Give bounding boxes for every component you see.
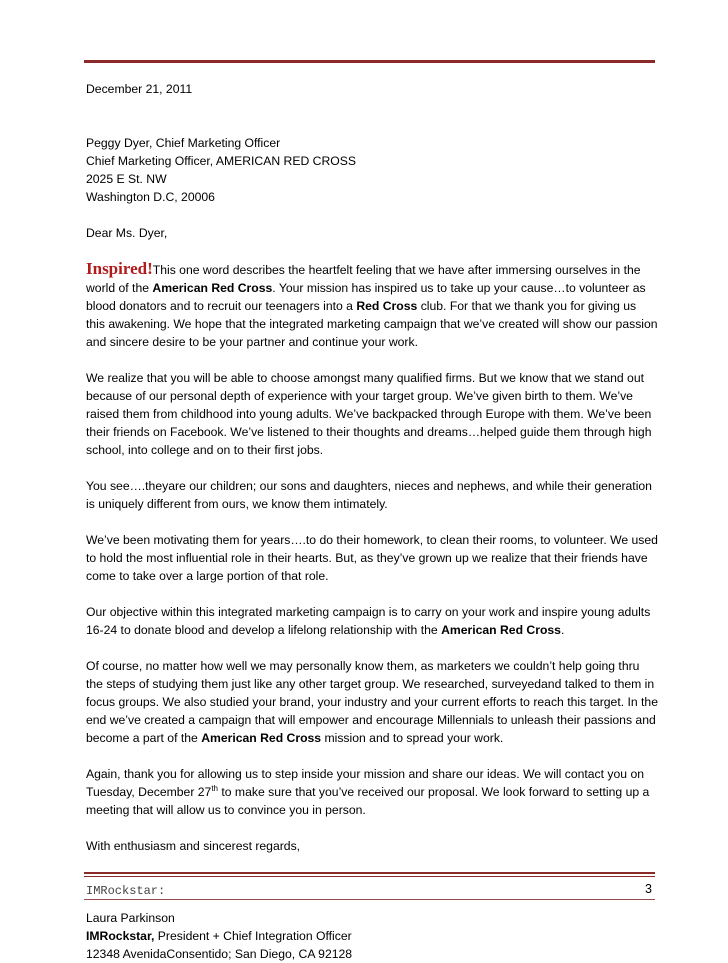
signer-title: IMRockstar, President + Chief Integration Officer [86, 929, 352, 943]
paragraph-objective: Our objective within this integrated marketing campaign is to carry on your work and inspire young adults 16-24 to donate blood and develop a lifelong relationship with the American Red Cross. [86, 605, 651, 637]
brand-name: American Red Cross [441, 623, 561, 637]
paragraph-intro: Inspired!This one word describes the heartfelt feeling that we have after immersing ourselves in the world of the American Red Cross. Your mission has inspired us to take up your cause…to volunteer as blood donators and to recruit our teenagers into a Red Cross club. For that we thank you for giving us this awakening. We hope that the integrated marketing campaign that we’ve created will show our passion and sincere desire to be your partner and continue your work. [86, 259, 658, 349]
recipient-line: 2025 E St. NW [86, 172, 167, 186]
paragraph-thanks: Again, thank you for allowing us to step inside your mission and share our ideas. We will contact you on Tuesday, December 27th to make sure that you’ve received our proposal. We look forward to setting up a meeting that will allow us to convince you in person. [86, 767, 650, 817]
brand-name: American Red Cross [152, 281, 273, 295]
brand-name: American Red Cross [201, 731, 322, 745]
paragraph-children: You see….theyare our children; our sons and daughters, nieces and nephews, and while their generation is uniquely different from ours, we know them intimately. [86, 479, 652, 511]
footer-bottom-rule [84, 899, 655, 900]
recipient-block [86, 134, 658, 206]
header-rule [84, 60, 655, 63]
signer-address: 12348 AvenidaConsentido; San Diego, CA 92128 [86, 947, 353, 961]
footer-rule [84, 876, 655, 877]
footer-label: IMRockstar: [86, 884, 166, 898]
signature-block [86, 909, 658, 963]
page-number: 3 [645, 882, 652, 896]
salutation: Dear Ms. Dyer, [86, 226, 168, 240]
letter-date: December 21, 2011 [86, 82, 193, 96]
recipient-line: Chief Marketing Officer, AMERICAN RED CROSS [86, 154, 357, 168]
company-name: IMRockstar, [86, 929, 155, 943]
paragraph-motivating: We’ve been motivating them for years….to do their homework, to clean their rooms, to volunteer. We used to hold the most influential role in their hearts. But, as they’ve grown up we realize that their friends have come to take over a large portion of that role. [86, 533, 658, 583]
footer-rule [84, 872, 655, 874]
closing: With enthusiasm and sincerest regards, [86, 839, 301, 853]
paragraph-research: Of course, no matter how well we may personally know them, as marketers we couldn’t help going thru the steps of studying them just like any other target group. We researched, surveyedand talked to them in focus groups. We also studied your brand, your industry and your current efforts to reach this target. In the end we’ve created a campaign that will empower and encourage Millennials to unleash their passions and become a part of the American Red Cross mission and to spread your work. [86, 659, 658, 745]
brand-name: Red Cross [356, 299, 418, 313]
recipient-line: Washington D.C, 20006 [86, 190, 215, 204]
recipient-line: Peggy Dyer, Chief Marketing Officer [86, 136, 281, 150]
letter-body [86, 80, 658, 963]
paragraph-experience: We realize that you will be able to choose amongst many qualified firms. But we know that we stand out because of our personal depth of experience with your target group. We’ve given birth to them. We’ve raised them from childhood into young adults. We’ve backpacked through Europe with them. We’ve been their friends on Facebook. We’ve listened to their thoughts and dreams…helped guide them through high school, into college and on to their first jobs. [86, 371, 652, 457]
signer-name: Laura Parkinson [86, 911, 175, 925]
inspired-heading: Inspired! [86, 259, 153, 278]
